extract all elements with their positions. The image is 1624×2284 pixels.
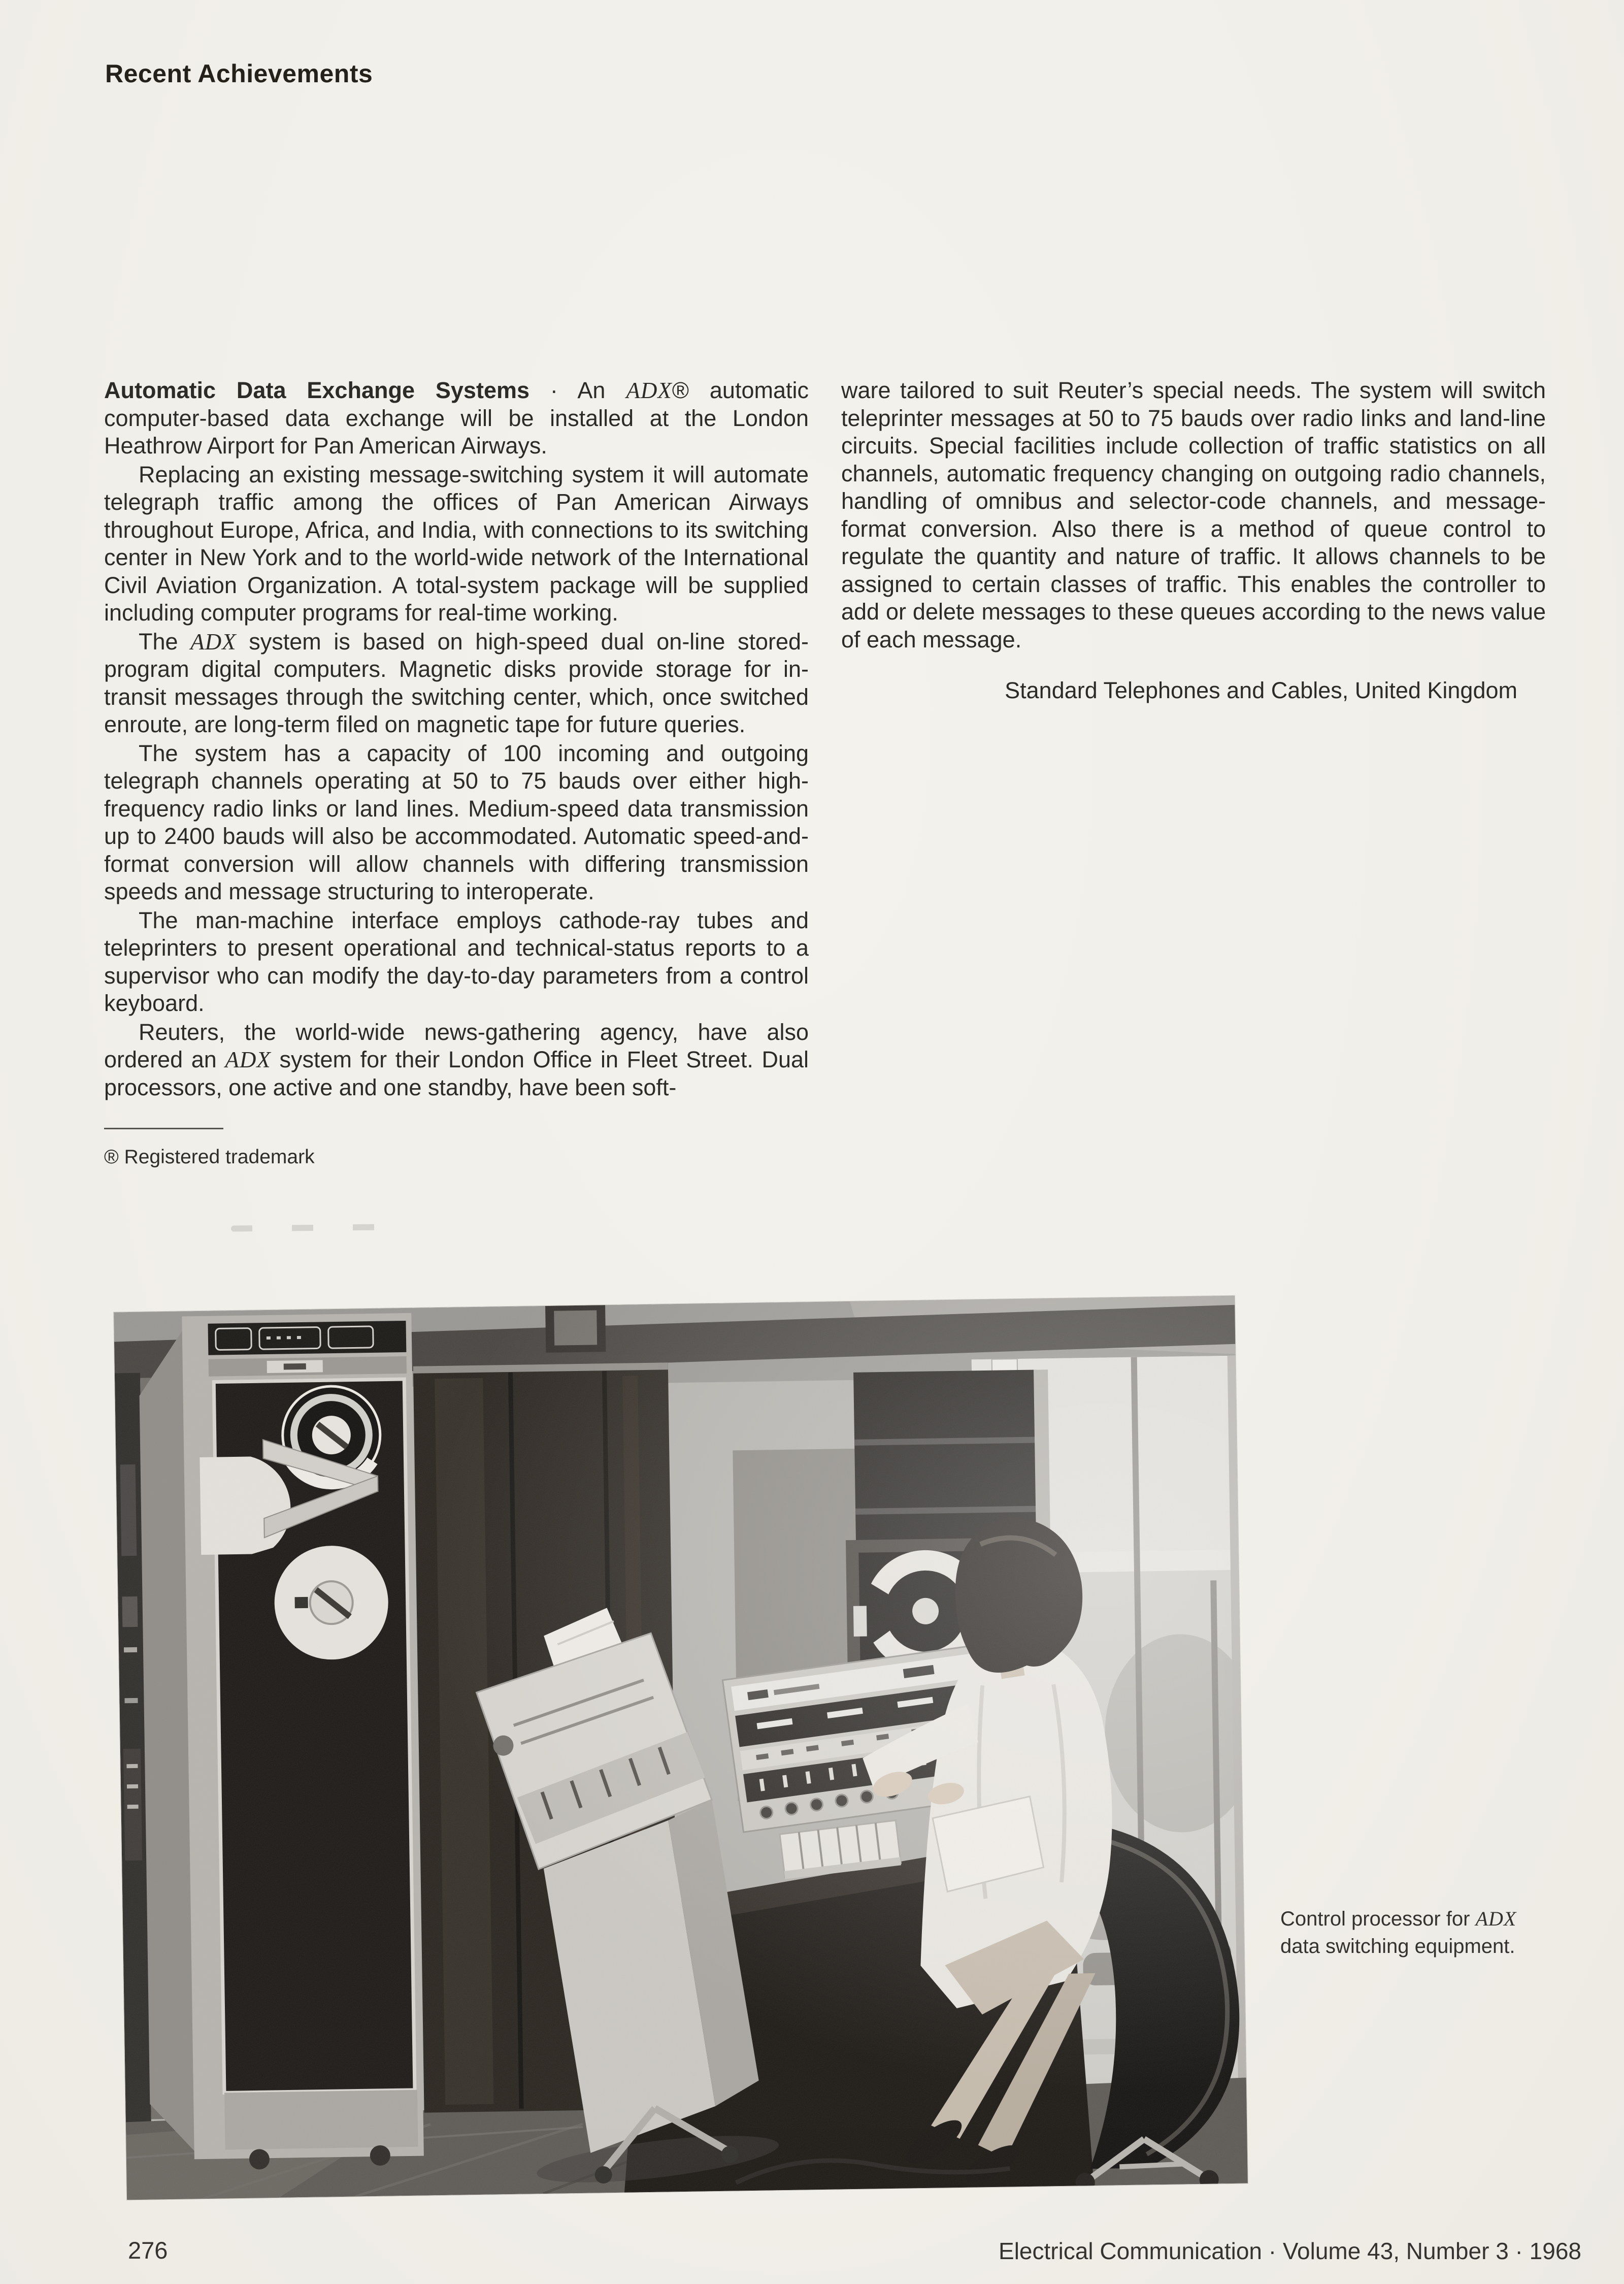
text-run: The system has a capacity of 100 incoming and outgoing telegraph channels operating at 50 to 75 bauds over either high-frequency radio links or land lines. Medium-speed data transmission up to 2400 bauds will also be accommodated. Automatic speed-and-format conversion will allow channels with differing transmission speeds and message structuring to interoperate.: [104, 740, 809, 904]
text-run: Control processor for: [1280, 1908, 1476, 1930]
body-paragraph: [104, 461, 809, 627]
page-number: 276: [128, 2237, 168, 2264]
text-run: The man-machine interface employs cathode-ray tubes and teleprinters to present operational and technical-status reports to a supervisor who can modify the day-to-day parameters from a control keyboard.: [104, 907, 809, 1016]
text-run: ® automatic computer-based data exchange will be installed at the London Heathrow Airport for Pan American Airways.: [104, 377, 809, 459]
left-column: [104, 377, 809, 1171]
text-run: Replacing an existing message-switching system it will automate telegraph traffic among the offices of Pan American Airways throughout Europe, Africa, and India, with connections to its switching center in New York and to the world-wide network of the International Civil Aviation Organization. A total-system package will be supplied including computer programs for real-time working.: [104, 461, 809, 626]
body-paragraph: [104, 907, 809, 1018]
text-run: data switching equipment.: [1280, 1935, 1515, 1957]
text-run: · An: [529, 377, 626, 403]
text-run: Reuters, the world-wide news-gathering agency, have also ordered an: [104, 1019, 809, 1072]
body-paragraph: [104, 740, 809, 906]
machine-room-photo: [114, 1296, 1248, 2200]
body-paragraph: [841, 377, 1546, 654]
text-run: The: [139, 628, 191, 655]
footnote-rule: [104, 1128, 223, 1129]
figure-caption: [1280, 1905, 1557, 1960]
italic-run: ADX: [626, 378, 672, 403]
article-body: [104, 377, 1546, 1171]
text-run: ware tailored to suit Reuter’s special needs. The system will switch teleprinter messages at 50 to 75 bauds over radio links and land-line circuits. Special facilities include collection of traffic statistics on all channels, automatic frequency changing on outgoing radio channels, handling of omnibus and selector-code channels, and message-format conversion. Also there is a method of queue control to regulate the quantity and nature of traffic. It allows channels to be assigned to certain classes of traffic. This enables the controller to add or delete messages to these queues according to the news value of each message.: [841, 377, 1546, 652]
page-title: Recent Achievements: [105, 59, 373, 88]
photo-figure: [114, 1296, 1248, 2200]
text-run: system for their London Office in Fleet Street. Dual processors, one active and one standby, have been soft-: [104, 1047, 809, 1100]
footnote-block: [104, 1128, 809, 1171]
body-paragraph: [104, 628, 809, 739]
halftone-grain: [114, 1296, 1248, 2200]
italic-run: ADX: [1475, 1907, 1517, 1930]
pencil-smudge: [231, 1224, 388, 1231]
footnote-text: ® Registered trademark: [104, 1146, 315, 1168]
attribution-line: Standard Telephones and Cables, United Kingdom: [1005, 677, 1517, 703]
body-paragraph: [104, 1019, 809, 1102]
bold-lead-in: Automatic Data Exchange Systems: [104, 377, 530, 403]
journal-footer-line: Electrical Communication · Volume 43, Number 3 · 1968: [999, 2238, 1581, 2264]
italic-run: ADX: [190, 629, 237, 655]
text-run: system is based on high-speed dual on-line stored-program digital computers. Magnetic disks provide storage for in-transit messages through the switching center, which, once switched enroute, are long-term filed on magnetic tape for future queries.: [104, 628, 809, 737]
left-column-paragraphs: [104, 377, 809, 1101]
right-column: [841, 377, 1546, 1171]
body-paragraph: [104, 377, 809, 460]
italic-run: ADX: [225, 1047, 271, 1072]
right-column-paragraphs: [841, 377, 1546, 654]
